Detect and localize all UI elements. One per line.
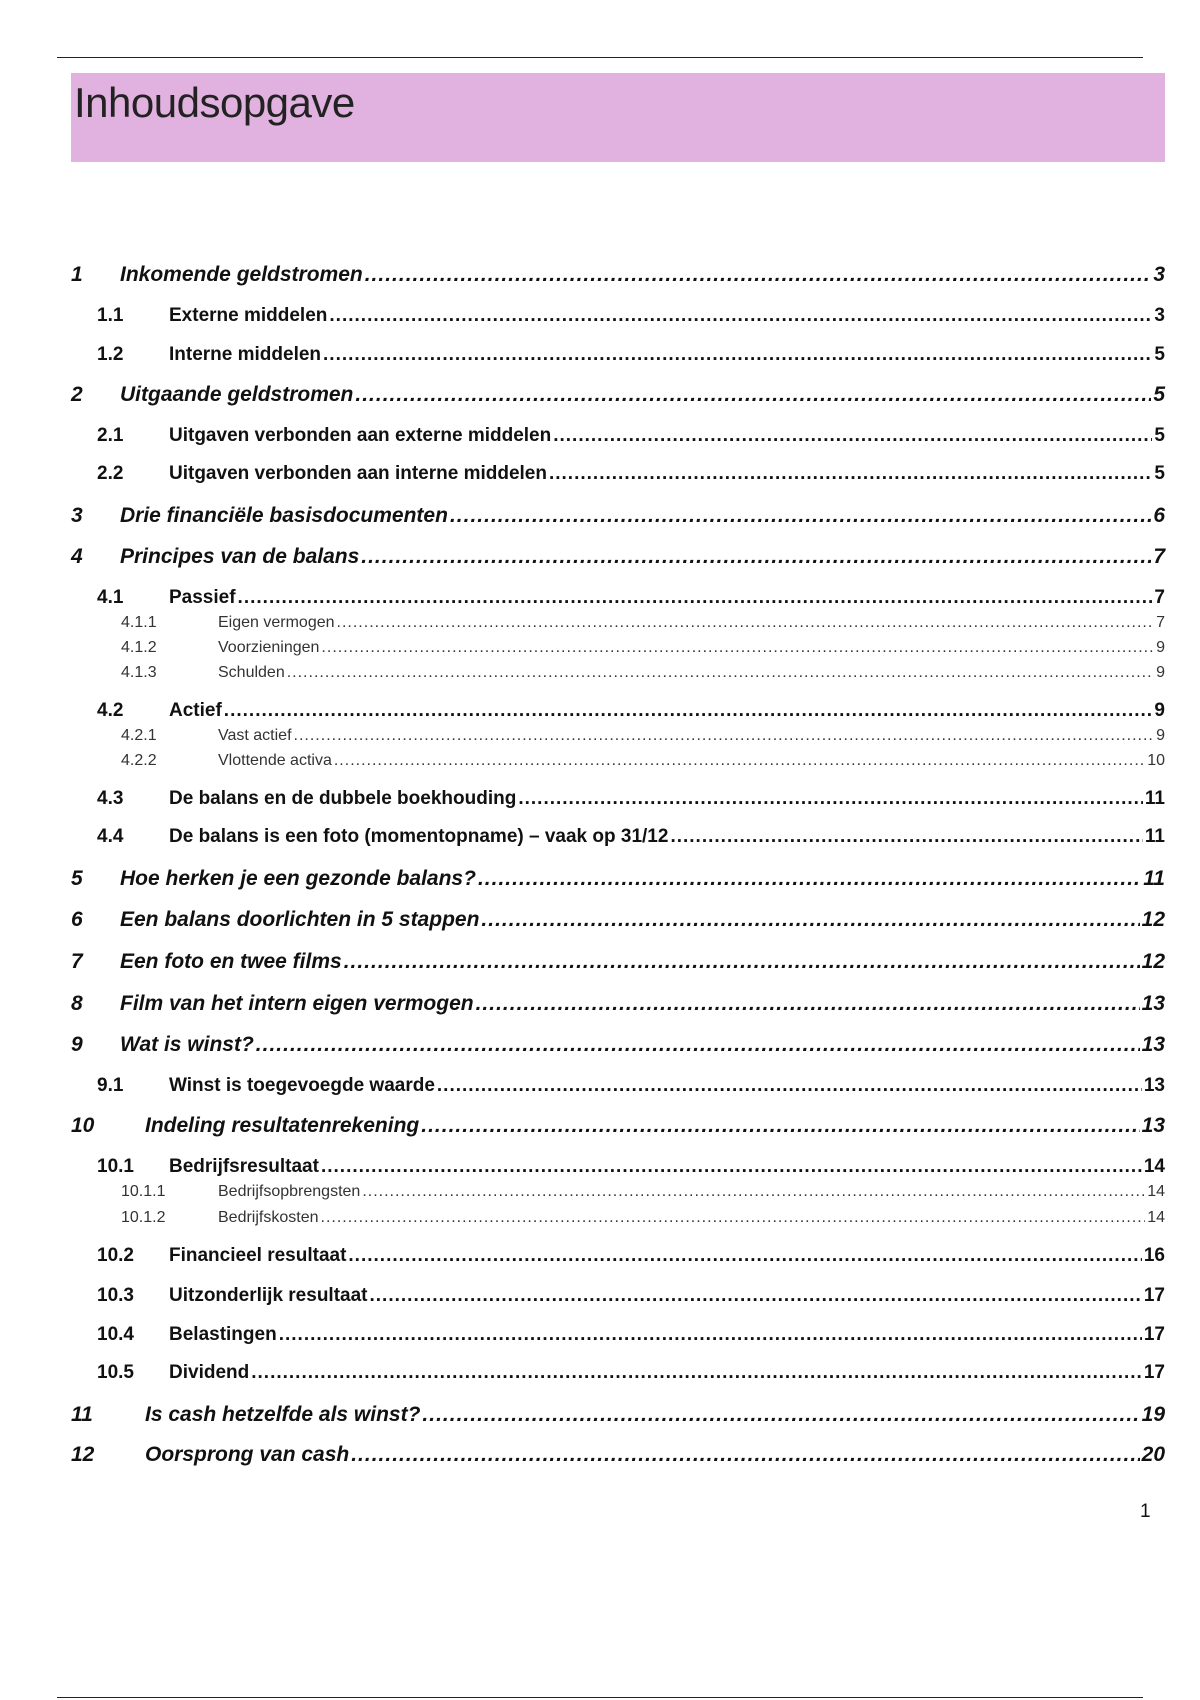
toc-page: 16 bbox=[1143, 1245, 1165, 1266]
toc-label: Indeling resultatenrekening bbox=[145, 1114, 420, 1137]
toc-label: Actief bbox=[169, 700, 222, 721]
toc-page: 12 bbox=[1141, 950, 1165, 973]
footer-rule bbox=[57, 1697, 1143, 1698]
toc-number: 4.3 bbox=[97, 788, 124, 809]
toc-entry-4-1-1[interactable] bbox=[71, 614, 1165, 632]
toc-number: 10 bbox=[71, 1114, 95, 1137]
title-band bbox=[71, 73, 1165, 162]
toc-page: 7 bbox=[1154, 587, 1165, 608]
toc-label: Principes van de balans bbox=[120, 545, 360, 568]
toc-label: Inkomende geldstromen bbox=[120, 263, 363, 286]
toc-leader bbox=[337, 614, 1155, 632]
toc-entry-1-2[interactable] bbox=[71, 344, 1165, 366]
toc-label: Bedrijfskosten bbox=[218, 1209, 319, 1226]
toc-page: 14 bbox=[1147, 1183, 1165, 1200]
toc-label: Passief bbox=[169, 587, 236, 608]
toc-leader bbox=[348, 1245, 1141, 1267]
toc-number: 10.2 bbox=[97, 1245, 134, 1266]
toc-number: 1.1 bbox=[97, 305, 124, 326]
toc-entry-10-1-1[interactable] bbox=[71, 1183, 1165, 1201]
toc-page: 13 bbox=[1141, 1114, 1165, 1137]
toc-entry-4-2-1[interactable] bbox=[71, 727, 1165, 745]
toc-entry-1-1[interactable] bbox=[71, 305, 1165, 327]
toc-leader bbox=[279, 1324, 1142, 1346]
toc-label: Uitgaande geldstromen bbox=[120, 383, 354, 406]
toc-number: 5 bbox=[71, 867, 83, 890]
toc-page: 5 bbox=[1154, 344, 1165, 365]
toc-label: Bedrijfsopbrengsten bbox=[218, 1183, 361, 1200]
toc-leader bbox=[422, 1403, 1139, 1427]
toc-number: 10.1 bbox=[97, 1156, 134, 1177]
toc-number: 4.2.2 bbox=[121, 752, 157, 769]
toc-entry-11[interactable] bbox=[71, 1403, 1165, 1427]
toc-leader bbox=[294, 727, 1155, 745]
toc-page: 12 bbox=[1141, 908, 1165, 931]
toc-page: 9 bbox=[1156, 664, 1165, 681]
toc-number: 4.4 bbox=[97, 826, 124, 847]
toc-label: Schulden bbox=[218, 664, 285, 681]
toc-leader bbox=[670, 826, 1142, 848]
toc-entry-9[interactable] bbox=[71, 1033, 1165, 1057]
toc-page: 10 bbox=[1147, 752, 1165, 769]
toc-page: 13 bbox=[1143, 1075, 1165, 1096]
toc-label: Film van het intern eigen vermogen bbox=[120, 992, 474, 1015]
toc-leader bbox=[334, 752, 1145, 770]
toc-page: 19 bbox=[1141, 1403, 1165, 1426]
toc-label: Eigen vermogen bbox=[218, 614, 335, 631]
toc-label: Een foto en twee films bbox=[120, 950, 342, 973]
toc-leader bbox=[518, 788, 1143, 810]
toc-leader bbox=[321, 1156, 1142, 1178]
toc-leader bbox=[321, 1209, 1146, 1227]
toc-entry-10-4[interactable] bbox=[71, 1324, 1165, 1346]
toc-entry-4-1[interactable] bbox=[71, 587, 1165, 609]
toc-number: 4.1.2 bbox=[121, 639, 157, 656]
toc-entry-12[interactable] bbox=[71, 1443, 1165, 1467]
toc-number: 11 bbox=[71, 1403, 93, 1426]
toc-leader bbox=[251, 1362, 1142, 1384]
toc-page: 11 bbox=[1144, 826, 1165, 847]
toc-number: 9.1 bbox=[97, 1075, 124, 1096]
toc-leader bbox=[365, 263, 1152, 287]
toc-number: 10.1.2 bbox=[121, 1209, 166, 1226]
toc-number: 2.1 bbox=[97, 425, 124, 446]
page-title: Inhoudsopgave bbox=[74, 79, 355, 126]
toc-leader bbox=[421, 1114, 1139, 1138]
toc-page: 17 bbox=[1143, 1324, 1165, 1345]
toc-page: 3 bbox=[1154, 305, 1165, 326]
toc-page: 13 bbox=[1141, 1033, 1165, 1056]
toc-number: 1 bbox=[71, 263, 83, 286]
toc-number: 2 bbox=[71, 383, 83, 406]
toc-page: 14 bbox=[1143, 1156, 1165, 1177]
toc-number: 4.1 bbox=[97, 587, 124, 608]
toc-entry-4-4[interactable] bbox=[71, 826, 1165, 848]
toc-page: 17 bbox=[1143, 1362, 1165, 1383]
toc-entry-4-1-3[interactable] bbox=[71, 664, 1165, 682]
toc-page: 20 bbox=[1141, 1443, 1165, 1466]
toc-entry-4-2-2[interactable] bbox=[71, 752, 1165, 770]
toc-leader bbox=[549, 463, 1152, 485]
toc-entry-4-1-2[interactable] bbox=[71, 639, 1165, 657]
header-rule bbox=[57, 57, 1143, 58]
toc-number: 4.1.1 bbox=[121, 614, 157, 631]
toc-leader bbox=[323, 344, 1152, 366]
toc-page: 5 bbox=[1153, 383, 1165, 406]
toc-number: 4 bbox=[71, 545, 83, 568]
toc-label: Uitzonderlijk resultaat bbox=[169, 1285, 368, 1306]
toc-number: 3 bbox=[71, 504, 83, 527]
toc-label: Externe middelen bbox=[169, 305, 328, 326]
toc-page: 7 bbox=[1156, 614, 1165, 631]
toc-page: 9 bbox=[1156, 639, 1165, 656]
toc-leader bbox=[437, 1075, 1142, 1097]
toc-number: 10.1.1 bbox=[121, 1183, 166, 1200]
toc-number: 4.1.3 bbox=[121, 664, 157, 681]
toc-label: Vlottende activa bbox=[218, 752, 332, 769]
toc-number: 12 bbox=[71, 1443, 95, 1466]
toc-number: 10.4 bbox=[97, 1324, 134, 1345]
toc-entry-5[interactable] bbox=[71, 867, 1165, 891]
toc-label: Bedrijfsresultaat bbox=[169, 1156, 319, 1177]
toc-number: 1.2 bbox=[97, 344, 124, 365]
toc-number: 9 bbox=[71, 1033, 83, 1056]
toc-label: Oorsprong van cash bbox=[145, 1443, 350, 1466]
toc-leader bbox=[321, 639, 1154, 657]
toc-leader bbox=[450, 504, 1151, 528]
toc-leader bbox=[362, 1183, 1145, 1201]
toc-entry-8[interactable] bbox=[71, 992, 1165, 1016]
toc-number: 10.3 bbox=[97, 1285, 134, 1306]
toc-entry-4-2[interactable] bbox=[71, 700, 1165, 722]
toc-page: 9 bbox=[1154, 700, 1165, 721]
toc-label: Hoe herken je een gezonde balans? bbox=[120, 867, 476, 890]
toc-label: Interne middelen bbox=[169, 344, 322, 365]
toc-leader bbox=[256, 1033, 1140, 1057]
toc-label: De balans is een foto (momentopname) – vaak op 31/12 bbox=[169, 826, 669, 847]
toc-leader bbox=[478, 867, 1141, 891]
toc-label: Uitgaven verbonden aan externe middelen bbox=[169, 425, 552, 446]
toc-entry-10-3[interactable] bbox=[71, 1285, 1165, 1307]
toc-leader bbox=[351, 1443, 1139, 1467]
toc-number: 7 bbox=[71, 950, 83, 973]
toc-entry-10[interactable] bbox=[71, 1114, 1165, 1138]
toc-leader bbox=[287, 664, 1154, 682]
toc-entry-10-1[interactable] bbox=[71, 1156, 1165, 1178]
toc-page: 11 bbox=[1143, 867, 1165, 890]
toc-leader bbox=[344, 950, 1140, 974]
page-number: 1 bbox=[1140, 1501, 1151, 1522]
toc-entry-10-5[interactable] bbox=[71, 1362, 1165, 1384]
toc-page: 9 bbox=[1156, 727, 1165, 744]
toc-page: 5 bbox=[1154, 463, 1165, 484]
toc-label: Uitgaven verbonden aan interne middelen bbox=[169, 463, 547, 484]
toc-leader bbox=[361, 545, 1151, 569]
toc-leader bbox=[238, 587, 1153, 609]
toc-page: 5 bbox=[1154, 425, 1165, 446]
toc-entry-6[interactable] bbox=[71, 908, 1165, 932]
toc-number: 2.2 bbox=[97, 463, 124, 484]
toc-entry-9-1[interactable] bbox=[71, 1075, 1165, 1097]
toc-label: Wat is winst? bbox=[120, 1033, 254, 1056]
toc-leader bbox=[370, 1285, 1142, 1307]
toc-entry-3[interactable] bbox=[71, 504, 1165, 528]
toc-number: 4.2.1 bbox=[121, 727, 157, 744]
toc-label: Drie financiële basisdocumenten bbox=[120, 504, 448, 527]
toc-label: Een balans doorlichten in 5 stappen bbox=[120, 908, 480, 931]
toc-entry-4[interactable] bbox=[71, 545, 1165, 569]
toc-label: De balans en de dubbele boekhouding bbox=[169, 788, 517, 809]
toc-number: 6 bbox=[71, 908, 83, 931]
toc-number: 10.5 bbox=[97, 1362, 134, 1383]
toc-page: 17 bbox=[1143, 1285, 1165, 1306]
toc-label: Belastingen bbox=[169, 1324, 277, 1345]
toc-page: 3 bbox=[1153, 263, 1165, 286]
toc-page: 6 bbox=[1153, 504, 1165, 527]
toc-leader bbox=[476, 992, 1140, 1016]
toc-number: 8 bbox=[71, 992, 83, 1015]
toc-label: Voorzieningen bbox=[218, 639, 320, 656]
toc-entry-10-1-2[interactable] bbox=[71, 1209, 1165, 1227]
toc-page: 7 bbox=[1153, 545, 1165, 568]
toc-page: 14 bbox=[1147, 1209, 1165, 1226]
toc-leader bbox=[329, 305, 1152, 327]
toc-page: 11 bbox=[1144, 788, 1165, 809]
toc-label: Is cash hetzelfde als winst? bbox=[145, 1403, 421, 1426]
toc-page: 13 bbox=[1141, 992, 1165, 1015]
toc-entry-2-2[interactable] bbox=[71, 463, 1165, 485]
toc-leader bbox=[481, 908, 1139, 932]
toc-leader bbox=[355, 383, 1151, 407]
toc-label: Dividend bbox=[169, 1362, 250, 1383]
toc-entry-7[interactable] bbox=[71, 950, 1165, 974]
toc-label: Financieel resultaat bbox=[169, 1245, 347, 1266]
toc-leader bbox=[224, 700, 1153, 722]
toc-number: 4.2 bbox=[97, 700, 124, 721]
toc-entry-2[interactable] bbox=[71, 383, 1165, 407]
toc-entry-1[interactable] bbox=[71, 263, 1165, 287]
toc-label: Vast actief bbox=[218, 727, 292, 744]
toc-entry-2-1[interactable] bbox=[71, 425, 1165, 447]
toc-leader bbox=[553, 425, 1152, 447]
toc-entry-10-2[interactable] bbox=[71, 1245, 1165, 1267]
toc-label: Winst is toegevoegde waarde bbox=[169, 1075, 435, 1096]
toc-entry-4-3[interactable] bbox=[71, 788, 1165, 810]
